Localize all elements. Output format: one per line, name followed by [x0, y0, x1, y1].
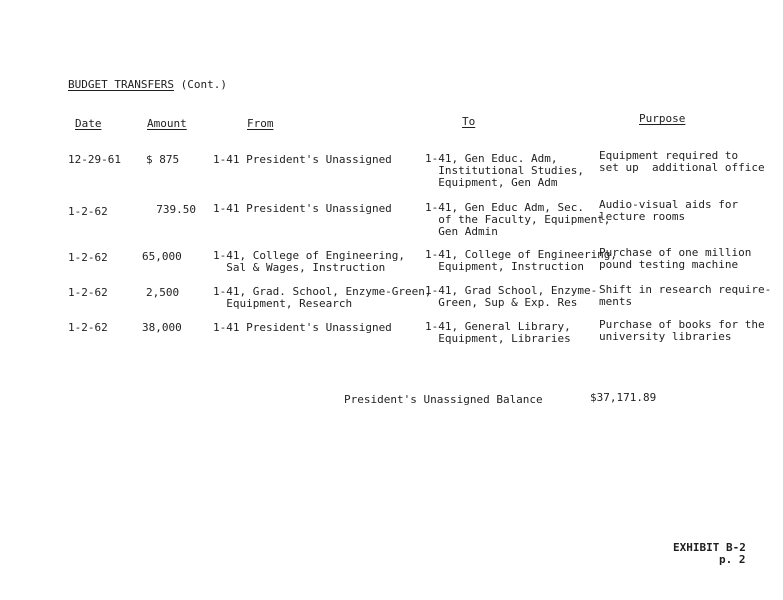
row-amount: 38,000 [142, 321, 182, 334]
column-header-date: Date [75, 117, 102, 130]
row-amount: $ 875 [146, 153, 180, 166]
row-date: 12-29-61 [68, 153, 121, 166]
row-amount: 739.50 [156, 203, 196, 216]
row-date: 1-2-62 [68, 251, 108, 264]
row-purpose: Equipment required to set up additional office [599, 149, 765, 174]
row-purpose: Purchase of one million pound testing machine [599, 246, 752, 271]
row-date: 1-2-62 [68, 286, 108, 299]
row-purpose: Shift in research require- ments [599, 283, 772, 308]
row-date: 1-2-62 [68, 321, 108, 334]
section-heading-title: BUDGET TRANSFERS [68, 78, 174, 91]
row-from: 1-41 President's Unassigned [213, 153, 392, 166]
row-to: 1-41, Gen Educ. Adm, Institutional Studies, Equipment, Gen Adm [425, 152, 584, 189]
row-from: 1-41 President's Unassigned [213, 321, 392, 334]
column-header-purpose: Purpose [639, 112, 686, 125]
row-purpose: Audio-visual aids for lecture rooms [599, 198, 739, 223]
column-header-amount: Amount [147, 117, 187, 130]
row-amount: 65,000 [142, 250, 182, 263]
exhibit-label: EXHIBIT B-2 [673, 541, 746, 554]
row-from: 1-41 President's Unassigned [213, 202, 392, 215]
balance-label: President's Unassigned Balance [344, 393, 543, 406]
row-to: 1-41, College of Engineering, Equipment, Instruction [425, 248, 618, 273]
column-header-from: From [247, 117, 274, 130]
column-header-to: To [462, 115, 476, 128]
row-from: 1-41, Grad. School, Enzyme-Green, Equipment, Research [213, 285, 432, 310]
row-to: 1-41, Gen Educ Adm, Sec. of the Faculty, Equipment, Gen Admin [425, 201, 611, 238]
page-number: p. 2 [719, 553, 746, 566]
row-date: 1-2-62 [68, 205, 108, 218]
section-heading-suffix: (Cont.) [173, 78, 227, 91]
row-to: 1-41, General Library, Equipment, Libraries [425, 320, 571, 345]
section-heading [68, 79, 227, 91]
row-to: 1-41, Grad School, Enzyme- Green, Sup & Exp. Res [425, 284, 598, 309]
row-amount: 2,500 [146, 286, 180, 299]
row-purpose: Purchase of books for the university libraries [599, 318, 765, 343]
row-from: 1-41, College of Engineering, Sal & Wages, Instruction [213, 249, 406, 274]
balance-value: $37,171.89 [590, 391, 657, 404]
